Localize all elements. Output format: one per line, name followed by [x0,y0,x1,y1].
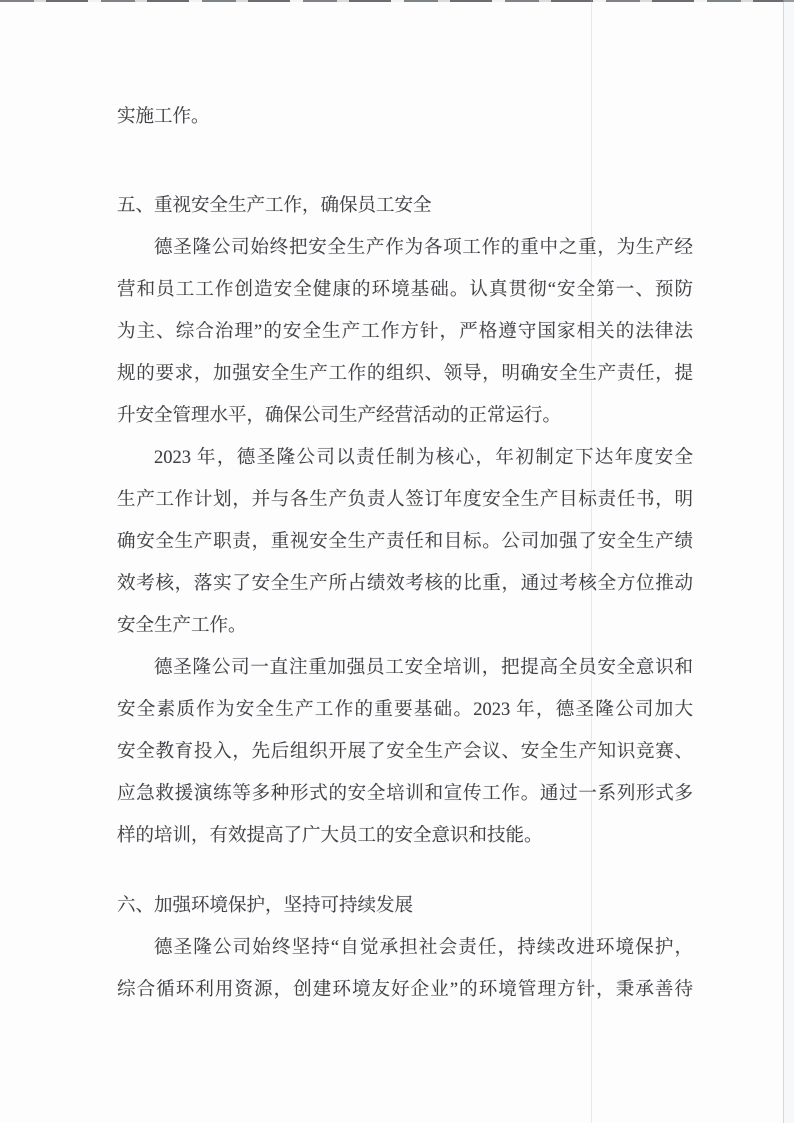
text-line: 升安全管理水平，确保公司生产经营活动的正常运行。 [117,406,562,426]
document-body [117,96,693,1011]
text-line: 德圣隆公司始终坚持“自觉承担社会责任，持续改进环境保护， [154,938,693,958]
text-line: 德圣隆公司一直注重加强员工安全培训，把提高全员安全意识和 [154,658,693,678]
text-line: 安全生产工作。 [117,616,247,636]
text-line: 效考核，落实了安全生产所占绩效考核的比重，通过考核全方位推动 [117,574,693,594]
scan-right-strip-artifact [784,0,794,1123]
paragraph [117,927,693,1011]
text-line: 综合循环利用资源，创建环境友好企业”的环境管理方针，秉承善待 [117,980,693,1000]
section-heading: 五、重视安全生产工作，确保员工安全 [117,196,432,216]
paragraph [117,437,693,647]
text-line: 安全教育投入，先后组织开展了安全生产会议、安全生产知识竞赛、 [117,742,693,762]
text-line: 安全素质作为安全生产工作的重要基础。2023 年，德圣隆公司加大 [117,700,693,720]
text-line: 应急救援演练等多种形式的安全培训和宣传工作。通过一系列形式多 [117,784,693,804]
text-line: 德圣隆公司始终把安全生产作为各项工作的重中之重，为生产经 [154,238,693,258]
paragraph [117,227,693,437]
text-line: 2023 年，德圣隆公司以责任制为核心，年初制定下达年度安全 [154,448,693,468]
text-line: 营和员工工作创造安全健康的环境基础。认真贯彻“安全第一、预防 [117,280,693,300]
scan-page-edge-line-artifact [783,0,784,1123]
text-line: 样的培训，有效提高了广大员工的安全意识和技能。 [117,826,543,846]
text-line: 生产工作计划，并与各生产负责人签订年度安全生产目标责任书，明 [117,490,693,510]
text-line: 为主、综合治理”的安全生产工作方针，严格遵守国家相关的法律法 [117,322,693,342]
scan-top-edge-artifact [0,0,794,2]
continuation-text-line: 实施工作。 [117,107,210,127]
section-heading: 六、加强环境保护，坚持可持续发展 [117,896,414,916]
text-line: 确安全生产职责，重视安全生产责任和目标。公司加强了安全生产绩 [117,532,693,552]
paragraph [117,647,693,857]
text-line: 规的要求，加强安全生产工作的组织、领导，明确安全生产责任，提 [117,364,693,384]
